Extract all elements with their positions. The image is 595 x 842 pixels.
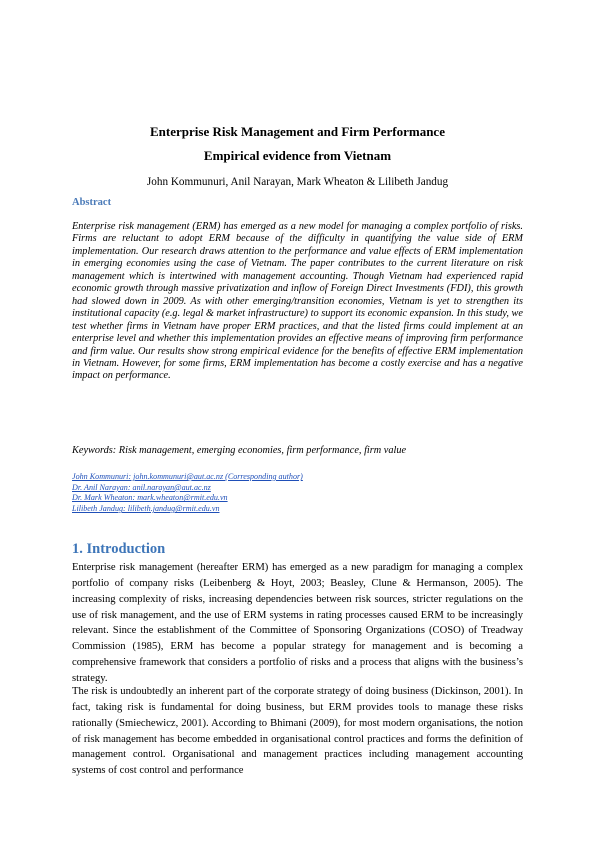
paper-subtitle: Empirical evidence from Vietnam xyxy=(203,148,392,163)
abstract-heading: Abstract xyxy=(72,197,112,208)
author-email-list xyxy=(72,472,303,515)
keywords: Keywords: Risk management, emerging economies, firm performance, firm value xyxy=(72,445,407,456)
author-list: John Kommunuri, Anil Narayan, Mark Wheaton & Lilibeth Jandug xyxy=(146,176,449,188)
body-paragraph: The risk is undoubtedly an inherent part of the corporate strategy of doing business (Dickinson, 2001). In fact, taking risk is fundamental for doing business, but ERM provides tools to manage these risks rationally (Smiechewicz, 2001). According to Bhimani (2009), for most modern organisations, the notion of risk management has become embedded in organisational control practices and forms the definition of management control. Organisational and management practices including management accounting systems of cost control and performance xyxy=(72,686,523,777)
author-email-link[interactable]: Dr. Mark Wheaton: mark.wheaton@rmit.edu.vn xyxy=(72,493,228,503)
author-email-link[interactable]: Dr. Anil Narayan: anil.narayan@aut.ac.nz xyxy=(72,482,211,492)
author-email-link[interactable]: John Kommunuri: john.kommunuri@aut.ac.nz (Corresponding author) xyxy=(72,472,303,481)
section-heading-introduction: 1. Introduction xyxy=(72,541,166,557)
paper-title: Enterprise Risk Management and Firm Performance xyxy=(150,124,445,139)
body-paragraph: Enterprise risk management (hereafter ERM) has emerged as a new paradigm for managing a complex portfolio of company risks (Leibenberg & Hoyt, 2003; Beasley, Clune & Hermanson, 2005). The increasing complexity of risks, increasing dependencies between risk sources, stricter regulations on the use of risk management, and the use of ERM systems in rating processes caused ERM to be increasingly relevant. Since the establishment of the Committee of Sponsoring Organizations (COSO) of Treadway Commission (1985), ERM has become a popular strategy for management and is becoming a comprehensive framework that considers a portfolio of risks and a process that aligns with the business’s strategy. xyxy=(72,562,523,684)
abstract-body: Enterprise risk management (ERM) has emerged as a new model for managing a complex portfolio of risks. Firms are reluctant to adopt ERM because of the difficulty in quantifying the value side of ERM implementation. Our research draws attention to the performance and value effects of ERM implementation in emerging economies using the case of Vietnam. The paper contributes to the current literature on risk management which is intertwined with management accounting. Though Vietnam had experienced rapid economic growth through massive privatization and inflow of Foreign Direct Investments (FDI), this growth had slowed down in 2009. As with other emerging/transition economies, Vietnam is yet to strengthen its institutional capacity (e.g. legal & market infrastructure) to support its economic expansion. In this study, we test whether firms in Vietnam have proper ERM practices, and that the listed firms could implement at an enterprise level and whether this implementation provides an effective means of improving firm performance and firm value. Our results show strong empirical evidence for the benefits of effective ERM implementation in Vietnam. However, for some firms, ERM implementation has become a costly exercise and has a negative impact on performance. xyxy=(72,221,523,382)
author-email-link[interactable]: Lilibeth Jandug: lilibeth.jandug@rmit.edu.vn xyxy=(72,504,220,514)
